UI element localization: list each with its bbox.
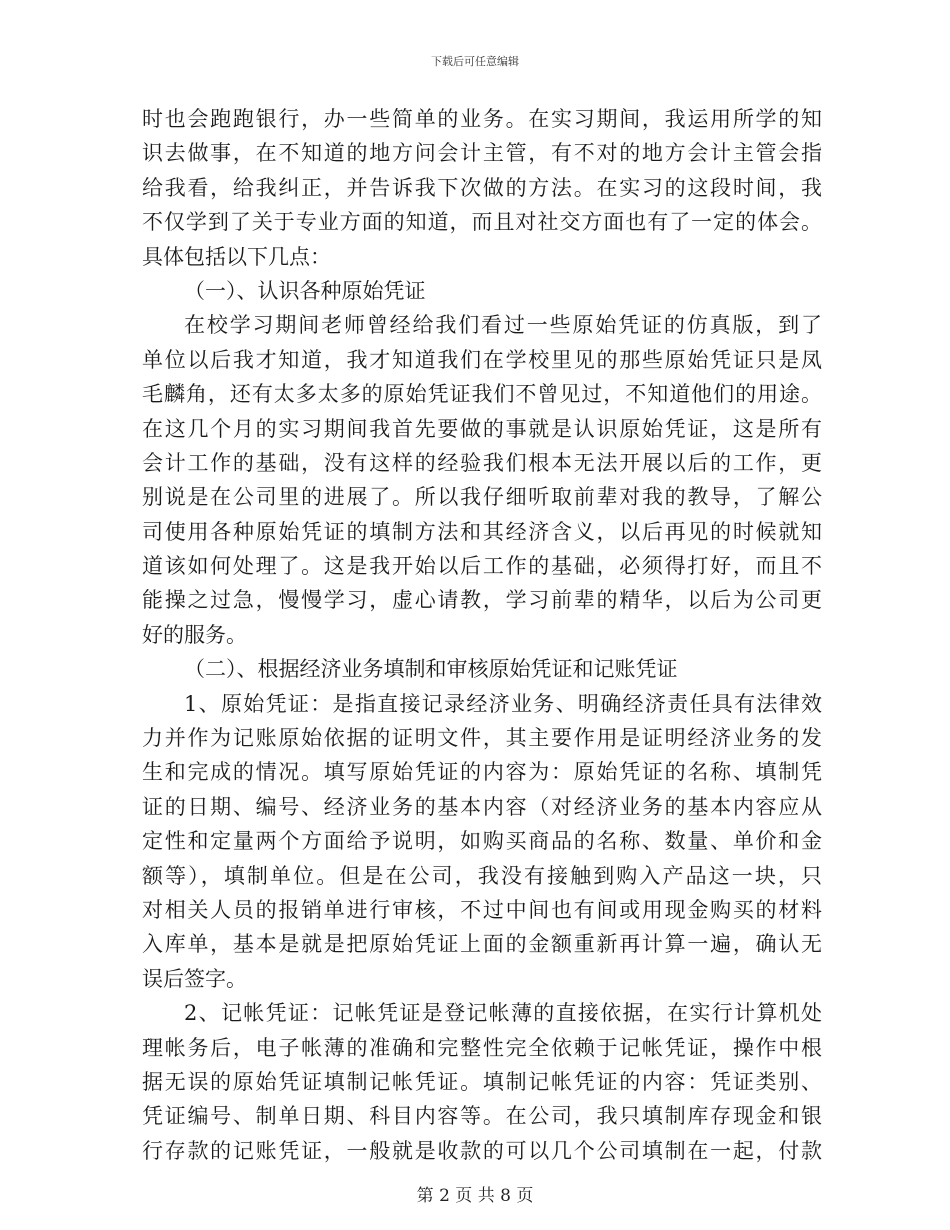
page-number: 第 2 页 共 8 页 [416, 1186, 534, 1206]
text-line: 力并作为记账原始依据的证明文件，其主要作用是证明经济业务的发 [142, 726, 822, 751]
page-header: 下载后可任意编辑 [431, 55, 519, 68]
text-line: 识去做事，在不知道的地方问会计主管，有不对的地方会计主管会指 [142, 141, 822, 166]
section-heading: （一）、认识各种原始凭证 [184, 278, 426, 303]
text-line: 在这几个月的实习期间我首先要做的事就是认识原始凭证，这是所有 [142, 416, 822, 441]
text-line: 证的日期、编号、经济业务的基本内容（对经济业务的基本内容应从 [142, 794, 822, 819]
text-line: 司使用各种原始凭证的填制方法和其经济含义，以后再见的时候就知 [142, 519, 822, 544]
text-line: 2、记帐凭证：记帐凭证是登记帐薄的直接依据，在实行计算机处 [184, 1001, 822, 1026]
text-line: 别说是在公司里的进展了。所以我仔细听取前辈对我的教导，了解公 [142, 485, 822, 510]
text-line: 能操之过急，慢慢学习，虚心请教，学习前辈的精华，以后为公司更 [142, 588, 822, 613]
text-line: 道该如何处理了。这是我开始以后工作的基础，必须得打好，而且不 [142, 554, 822, 579]
text-line: 给我看，给我纠正，并告诉我下次做的方法。在实习的这段时间，我 [142, 175, 822, 200]
text-line: 不仅学到了关于专业方面的知道，而且对社交方面也有了一定的体会。 [142, 210, 822, 235]
text-line: 具体包括以下几点： [142, 244, 331, 269]
text-line: 生和完成的情况。填写原始凭证的内容为：原始凭证的名称、填制凭 [142, 760, 822, 785]
text-line: 毛麟角，还有太多太多的原始凭证我们不曾见过，不知道他们的用途。 [142, 382, 822, 407]
text-line: 误后签字。 [142, 966, 247, 991]
text-line: 入库单，基本是就是把原始凭证上面的金额重新再计算一遍，确认无 [142, 932, 822, 957]
text-line: 好的服务。 [142, 622, 247, 647]
text-line: 额等），填制单位。但是在公司，我没有接触到购入产品这一块，只 [142, 863, 822, 888]
text-line: 单位以后我才知道，我才知道我们在学校里见的那些原始凭证只是凤 [142, 347, 822, 372]
text-line: 定性和定量两个方面给予说明，如购买商品的名称、数量、单价和金 [142, 829, 822, 854]
text-line: 理帐务后，电子帐薄的准确和完整性完全依赖于记帐凭证，操作中根 [142, 1035, 822, 1060]
text-line: 会计工作的基础，没有这样的经验我们根本无法开展以后的工作，更 [142, 450, 822, 475]
text-line: 时也会跑跑银行，办一些简单的业务。在实习期间，我运用所学的知 [142, 107, 822, 131]
text-line: 凭证编号、制单日期、科目内容等。在公司，我只填制库存现金和银 [142, 1104, 822, 1129]
document-body [142, 102, 822, 1168]
text-line: 对相关人员的报销单进行审核，不过中间也有间或用现金购买的材料 [142, 897, 822, 922]
text-line: 行存款的记账凭证，一般就是收款的可以几个公司填制在一起，付款 [142, 1138, 822, 1163]
text-line: 1、原始凭证：是指直接记录经济业务、明确经济责任具有法律效 [184, 691, 822, 716]
text-line: 在校学习期间老师曾经给我们看过一些原始凭证的仿真版，到了 [184, 313, 822, 338]
section-heading: （二）、根据经济业务填制和审核原始凭证和记账凭证 [184, 657, 678, 682]
text-line: 据无误的原始凭证填制记帐凭证。填制记帐凭证的内容：凭证类别、 [142, 1069, 822, 1094]
